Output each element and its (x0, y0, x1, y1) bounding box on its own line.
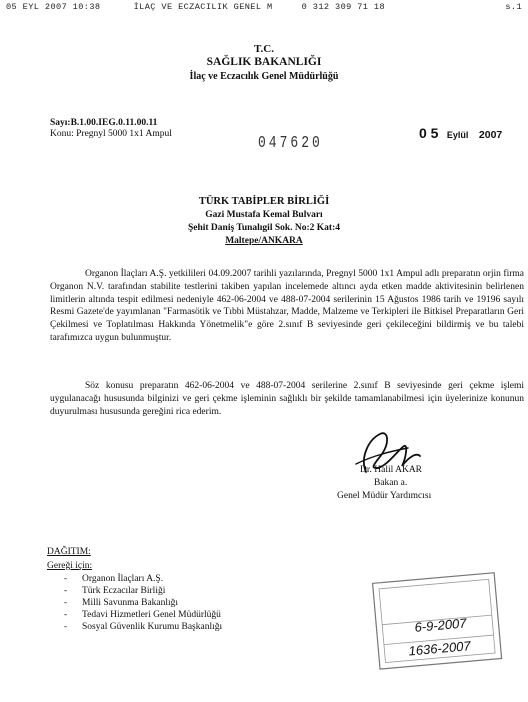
distribution-item-label: Türk Eczacılar Birliği (82, 586, 166, 596)
distribution-item-label: Organon İlaçları A.Ş. (82, 574, 164, 584)
fax-phone: 0 312 309 71 18 (301, 2, 386, 12)
signatory-name: Dr. Halil AKAR (360, 465, 423, 475)
distribution-item-label: Sosyal Güvenlik Kurumu Başkanlığı (82, 622, 223, 632)
fax-sender: İLAÇ VE ECZACILIK GENEL M (133, 2, 273, 12)
letterhead-ministry: SAĞLIK BAKANLIĞI (206, 56, 322, 68)
body-paragraph-1: Organon İlaçları A.Ş. yetkilileri 04.09.2007 tarihli yazılarında, Pregnyl 5000 1x1 Ampul adlı preparatın orjin firma Organon N.V. tarafından stabilite testlerini takiben yapılan incelemede altıncı ayda etken madde aktivitesinin belirlenen limitlerin altında tespit edilmesi nedeniyle 462-06-2004 ve 488-07-2004 serilerinin 15 Ağustos 1986 tarih ve 19196 sayılı Resmi Gazete'de yayımlanan "Farmasötik ve Tıbbi Müstahzar, Madde, Malzeme ve Terkipleri ile Bitkisel Preparatların Geri Çekilmesi ve Toplatılması Hakkında Yönetmelik"e göre 2.sınıf B seviyesinde geri çekileceğini bildirmiş ve bu talebi tarafımızca uygun bulunmuştur. (50, 269, 524, 343)
list-item: - Organon İlaçları A.Ş. (64, 574, 164, 584)
body-paragraph-2: Söz konusu preparatın 462-06-2004 ve 488-07-2004 serilerine 2.sınıf B seviyesinde geri çekme işlemi uygulanacağı hususunda bilginizi ve geri çekme işleminin sağlıklı bir şekilde tamamlanabilmesi için üyelerinize konunun duyurulması hususunda gereğini rica ederim. (50, 381, 524, 417)
list-item: - Milli Savunma Bakanlığı (64, 598, 179, 608)
fax-page-number: s.1 (505, 2, 522, 12)
signatory-authority: Bakan a. (374, 478, 408, 488)
received-date: 6-9-2007 (413, 615, 468, 635)
fax-header (6, 2, 522, 12)
list-item: - Tedavi Hizmetleri Genel Müdürlüğü (64, 610, 221, 620)
date-month: Eylül (446, 130, 469, 140)
fax-timestamp: 05 EYL 2007 10:38 (6, 2, 101, 12)
signatory-title: Genel Müdür Yardımcısı (337, 491, 432, 501)
distribution-item-label: Tedavi Hizmetleri Genel Müdürlüğü (82, 610, 221, 620)
distribution-list (64, 573, 222, 633)
distribution-title: DAĞITIM: (47, 547, 91, 557)
received-stamp (366, 570, 506, 670)
date-day: 0 5 (419, 125, 439, 141)
letterhead-tc: T.C. (254, 43, 274, 55)
document-stamp-number: 047620 (258, 132, 323, 153)
letterhead-directorate: İlaç ve Eczacılık Genel Müdürlüğü (189, 71, 339, 82)
distribution-subtitle: Gereği için: (47, 561, 93, 571)
list-item: - Sosyal Güvenlik Kurumu Başkanlığı (64, 622, 223, 632)
recipient-address: Şehit Daniş Tunalıgil Sok. No:2 Kat:4 (187, 223, 341, 233)
reference-subject: Konu: Pregnyl 5000 1x1 Ampul (50, 129, 172, 139)
reference-number: Sayı:B.1.00.IEG.0.11.00.11 (50, 118, 158, 128)
recipient-street: Gazi Mustafa Kemal Bulvarı (205, 210, 323, 220)
recipient-city: Maltepe/ANKARA (225, 236, 303, 246)
date-year: 2007 (478, 129, 503, 141)
list-item: - Türk Eczacılar Birliği (64, 586, 166, 596)
received-number: 1636-2007 (407, 638, 472, 659)
recipient-name: TÜRK TABİPLER BİRLİĞİ (198, 196, 330, 207)
distribution-item-label: Milli Savunma Bakanlığı (82, 598, 179, 608)
date-stamp (419, 125, 502, 143)
